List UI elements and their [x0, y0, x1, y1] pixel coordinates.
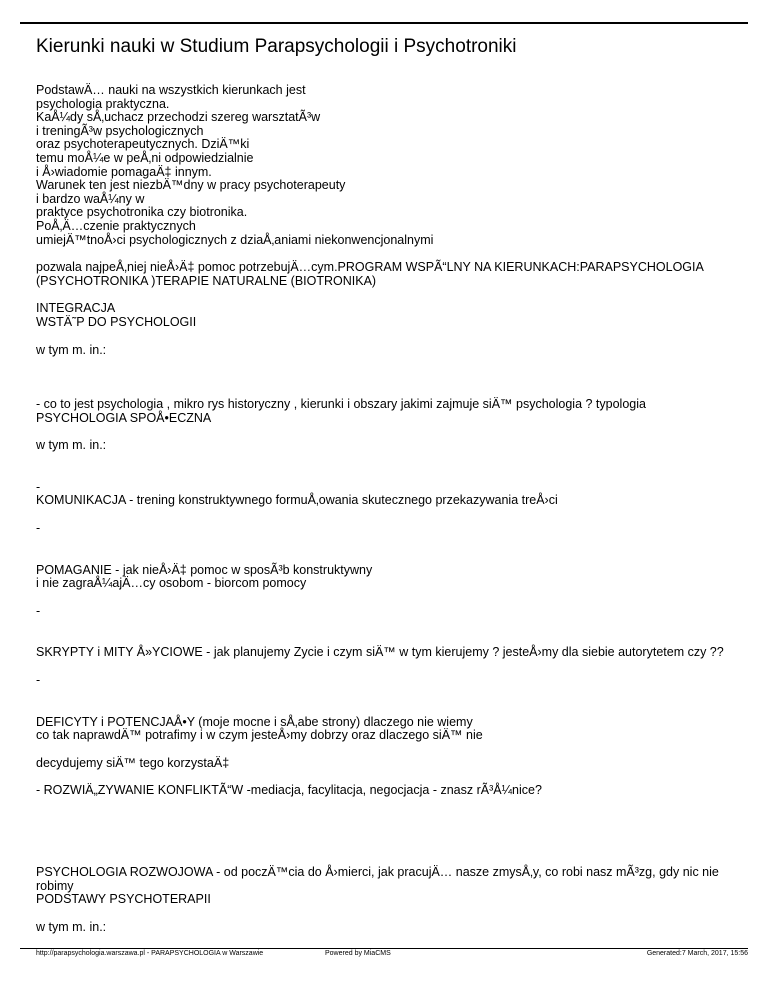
dash-separator: - [36, 673, 41, 688]
deficits-item: DEFICYTY i POTENCJAÅ•Y (moje mocne i sÅ‚abe strony) dlaczego nie wiemy co tak naprawdÄ™ potrafimy i w czym jesteÅ›my dobrzy oraz dlaczego siÄ™ nie [36, 714, 483, 743]
page-title: Kierunki nauki w Studium Parapsychologii i Psychotroniki [36, 36, 517, 57]
article-body [36, 84, 752, 934]
conflicts-item: - ROZWIÄ„ZYWANIE KONFLIKTÃ“W -mediacja, facylitacja, negocjacja - znasz rÃ³Å¼nice? [36, 783, 542, 798]
includes-label: w tym m. in.: [36, 342, 107, 357]
intro-paragraph: PodstawÄ… nauki na wszystkich kierunkach jest psychologia praktyczna. KaÅ¼dy sÅ‚uchacz przechodzi szereg warsztatÃ³w i treningÃ³w psychologicznych oraz psychoterapeutycznych. DziÄ™ki temu moÅ¼e w peÅ‚ni odpowiedzialnie i Å›wiadomie pomagaÄ‡ innym. Warunek ten jest niezbÄ™dny w pracy psychoterapeuty i bardzo waÅ¼ny w praktyce psychotronika czy biotronika. PoÅ‚Ä…czenie praktycznych umiejÄ™tnoÅ›ci psychologicznych z dziaÅ‚aniami niekonwencjonalnymi [36, 83, 434, 247]
top-rule [20, 22, 748, 24]
integration-heading: INTEGRACJA WSTÄ˜P DO PSYCHOLOGII [36, 301, 197, 329]
dash-separator: - [36, 603, 41, 618]
footer-generated-date: Generated:7 March, 2017, 15:56 [646, 950, 748, 957]
deficits-continuation: decydujemy siÄ™ tego korzystaÄ‡ [36, 755, 230, 770]
program-paragraph: pozwala najpeÅ‚niej nieÅ›Ä‡ pomoc potrzebujÄ…cym.PROGRAM WSPÃ“LNY NA KIERUNKACH:PARAPSYCHOLOGIA (PSYCHOTRONIKA )TERAPIE NATURALNE (BIOTRONIKA) [36, 260, 704, 288]
helping-item: POMAGANIE - jak nieÅ›Ä‡ pomoc w sposÃ³b konstruktywny i nie zagraÅ¼ajÄ…cy osobom - biorcom pomocy [36, 562, 373, 591]
includes-label: w tym m. in.: [36, 919, 107, 934]
dash-separator: - [36, 521, 41, 536]
developmental-psychology-item: PSYCHOLOGIA ROZWOJOWA - od poczÄ™cia do Å›mierci, jak pracujÄ… nasze zmysÅ‚y, co robi nasz mÃ³zg, gdy nic nie robimy PODSTAWY PSYCHOTERAPII [36, 865, 719, 907]
footer-source-link[interactable]: http://parapsychologia.warszawa.pl - PARAPSYCHOLOGIA w Warszawie [36, 950, 264, 957]
scripts-item: SKRYPTY i MITY Å»YCIOWE - jak planujemy Zycie i czym siÄ™ w tym kierujemy ? jesteÅ›my dla siebie autorytetem czy ?? [36, 645, 724, 660]
psychology-intro-item: - co to jest psychologia , mikro rys historyczny , kierunki i obszary jakimi zajmuje siÄ™ psychologia ? typologia PSYCHOLOGIA SPOÅ•ECZNA [36, 397, 646, 425]
communication-item: - KOMUNIKACJA - trening konstruktywnego formuÅ‚owania skutecznego przekazywania treÅ›ci [36, 479, 558, 508]
includes-label: w tym m. in.: [36, 438, 107, 453]
bottom-rule [20, 948, 748, 949]
footer-powered-by: Powered by MiaCMS [325, 950, 391, 957]
